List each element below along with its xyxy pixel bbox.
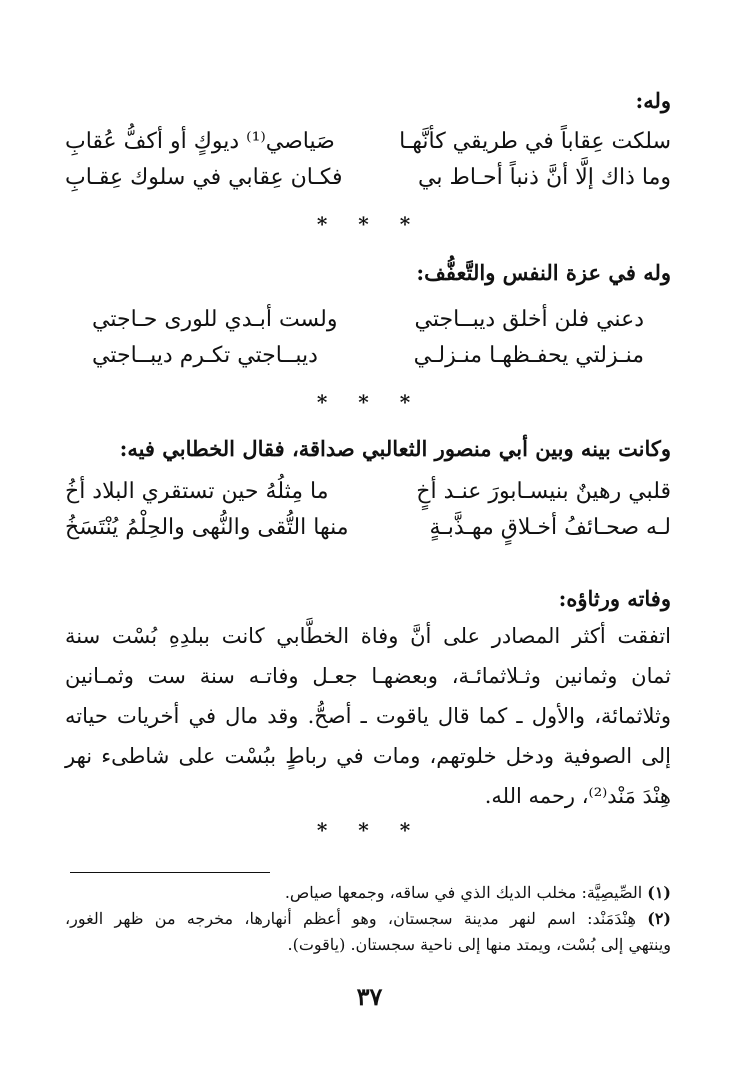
verse-first-hemistich: سلكت عِقاباً في طريقي كأنَّهـا bbox=[399, 129, 671, 154]
section-separator: * * * bbox=[316, 390, 423, 414]
footnote-2 bbox=[65, 906, 671, 932]
poem-1 bbox=[65, 124, 671, 196]
verse-second-hemistich: ولست أبـدي للورى حـاجتي bbox=[92, 307, 338, 332]
verse-first-hemistich: لـه صحـائفُ أخـلاقٍ مهـذَّبـةٍ bbox=[429, 515, 671, 540]
paragraph-line: اتفقت أكثر المصادر على أنَّ وفاة الخطَّابي كانت ببلدِهِ بُسْت سنة bbox=[65, 624, 671, 648]
section-separator: * * * bbox=[316, 212, 423, 236]
footnote-text: هِنْدَمَنْد: اسم لنهر مدينة سجستان، وهو أعظم أنهارها، مخرجه من ظهر الغور، bbox=[65, 909, 636, 928]
poem-intro-2: وله في عزة النفس والتَّعفُّف: bbox=[416, 260, 671, 285]
poem-intro-1: وله: bbox=[635, 88, 671, 113]
verse-second-hemistich: صَياصي⁽¹⁾ ديوكٍ أو أكفُّ عُقابِ bbox=[65, 129, 335, 154]
footnote-2-continuation: وينتهي إلى بُسْت، ويمتد منها إلى ناحية سجستان. (ياقوت). bbox=[287, 935, 671, 954]
section-separator: * * * bbox=[316, 818, 423, 842]
page-number: ٣٧ bbox=[356, 982, 383, 1011]
footnote-divider bbox=[70, 872, 270, 873]
verse-line bbox=[65, 510, 671, 546]
verse-line bbox=[65, 474, 671, 510]
footnote-number: (١) bbox=[647, 883, 671, 902]
poem-intro-3: وكانت بينه وبين أبي منصور الثعالبي صداقة، فقال الخطابي فيه: bbox=[119, 436, 671, 461]
paragraph-line: إلى الصوفية ودخل خلوتهم، ومات في رباطٍ ببُسْت على شاطىء نهر bbox=[65, 744, 671, 768]
footnote-text: الصِّيصِيَّة: مخلب الديك الذي في ساقه، وجمعها صياص. bbox=[284, 883, 643, 902]
verse-second-hemistich: فكـان عِقابي في سلوك عِقـابِ bbox=[65, 165, 343, 190]
verse-line bbox=[65, 160, 671, 196]
poem-2 bbox=[92, 302, 644, 374]
paragraph-line: ثمان وثمانين وثـلاثمائـة، وبعضهـا جعـل وفاتـه سنة ست وثمـانين bbox=[65, 664, 671, 688]
verse-first-hemistich: وما ذاك إلَّا أنَّ ذنباً أحـاط بي bbox=[418, 165, 671, 190]
footnote-1 bbox=[65, 880, 671, 906]
verse-second-hemistich: ديبــاجتي تكـرم ديبــاجتي bbox=[92, 343, 318, 368]
section-heading: وفاته ورثاؤه: bbox=[558, 586, 671, 611]
verse-second-hemistich: منها التُّقى والنُّهى والحِلْمُ يُنْتَسَخُ bbox=[65, 515, 349, 540]
verse-first-hemistich: منـزلتي يحفـظهـا منـزلـي bbox=[413, 343, 644, 368]
paragraph-line: هِنْدَ مَنْد⁽²⁾، رحمه الله. bbox=[484, 784, 671, 808]
verse-second-hemistich: ما مِثلُهُ حين تستقري البلاد أخُ bbox=[65, 479, 329, 504]
verse-line bbox=[65, 124, 671, 160]
poem-3 bbox=[65, 474, 671, 546]
verse-line bbox=[92, 302, 644, 338]
footnote-number: (٢) bbox=[647, 909, 671, 928]
footnotes bbox=[65, 880, 671, 958]
verse-line bbox=[92, 338, 644, 374]
verse-first-hemistich: دعني فلن أخلق ديبــاجتي bbox=[414, 307, 644, 332]
paragraph-line: وثلاثمائة، والأول ـ كما قال ياقوت ـ أصحُّ. وقد مال في أخريات حياته bbox=[65, 704, 671, 728]
body-paragraph bbox=[65, 616, 671, 816]
verse-first-hemistich: قلبي رهينٌ بنيسـابورَ عنـد أخٍ bbox=[416, 479, 671, 504]
